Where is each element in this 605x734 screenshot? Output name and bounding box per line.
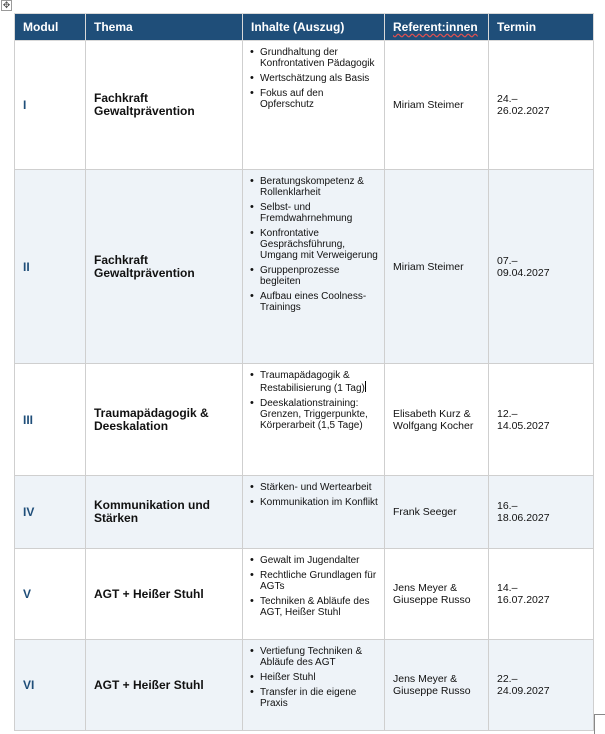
thema-line: Fachkraft	[94, 91, 149, 105]
modul-cell[interactable]: VI	[15, 640, 86, 731]
inhalte-cell[interactable]	[243, 476, 385, 549]
table-row	[15, 41, 594, 170]
list-item: • Heißer Stuhl	[249, 672, 380, 683]
referent-cell[interactable]: Jens Meyer & Giuseppe Russo	[385, 549, 489, 640]
list-item: • Rechtliche Grundlagen für AGTs	[249, 570, 380, 592]
referent-cell[interactable]: Elisabeth Kurz & Wolfgang Kocher	[385, 364, 489, 476]
termin-cell[interactable]	[489, 476, 594, 549]
list-item: • Grundhaltung der Konfrontativen Pädagogik	[249, 47, 380, 69]
thema-cell[interactable]	[86, 364, 243, 476]
header-row	[15, 14, 594, 41]
header-modul: Modul	[15, 14, 86, 41]
table-row	[15, 364, 594, 476]
termin-cell[interactable]	[489, 549, 594, 640]
list-item: • Deeskalationstraining: Grenzen, Triggerpunkte, Körperarbeit (1,5 Tage)	[249, 398, 380, 431]
thema-line: Gewaltprävention	[94, 265, 195, 280]
referent-cell[interactable]: Jens Meyer & Giuseppe Russo	[385, 640, 489, 731]
table-row	[15, 640, 594, 731]
list-item: • Gruppenprozesse begleiten	[249, 265, 380, 287]
list-item: • Wertschätzung als Basis	[249, 73, 380, 84]
thema-line: Kommunikation und	[94, 498, 210, 512]
inhalte-list	[249, 176, 380, 313]
thema-line: Deeskalation	[94, 418, 169, 433]
termin-line: 09.04.2027	[497, 266, 550, 279]
termin-line: 24.–	[497, 93, 518, 105]
termin-line: 07.–	[497, 254, 518, 267]
inhalte-list	[249, 555, 380, 618]
header-thema: Thema	[86, 14, 243, 41]
referent-cell[interactable]: Frank Seeger	[385, 476, 489, 549]
list-item	[249, 370, 380, 394]
inhalte-list	[249, 646, 380, 709]
thema-line: Gewaltprävention	[94, 104, 195, 118]
table-move-handle-icon[interactable]: ✥	[2, 0, 11, 10]
thema-cell[interactable]	[86, 170, 243, 364]
inhalte-cell[interactable]	[243, 170, 385, 364]
thema-line: AGT + Heißer Stuhl	[94, 586, 204, 601]
list-item: • Kommunikation im Konflikt	[249, 497, 380, 508]
list-item: • Transfer in die eigene Praxis	[249, 687, 380, 709]
thema-line: Traumapädagogik &	[94, 405, 209, 420]
text-cursor	[365, 381, 366, 392]
modul-cell[interactable]: IV	[15, 476, 86, 549]
module-table	[14, 13, 594, 731]
thema-line: Stärken	[94, 511, 139, 525]
termin-cell[interactable]	[489, 364, 594, 476]
list-item: • Vertiefung Techniken & Abläufe des AGT	[249, 646, 380, 668]
page-corner-mark	[594, 714, 605, 734]
modul-cell[interactable]: II	[15, 170, 86, 364]
termin-line: 14.05.2027	[497, 419, 550, 432]
list-item-text: Traumapädagogik & Restabilisierung (1 Tag)	[260, 370, 365, 394]
modul-cell[interactable]: I	[15, 41, 86, 170]
termin-line: 12.–	[497, 407, 518, 420]
modul-cell[interactable]: V	[15, 549, 86, 640]
termin-line: 24.09.2027	[497, 685, 550, 697]
termin-cell[interactable]	[489, 41, 594, 170]
thema-cell[interactable]	[86, 549, 243, 640]
list-item: • Stärken- und Wertearbeit	[249, 482, 380, 493]
list-item: • Fokus auf den Opferschutz	[249, 88, 380, 110]
list-item: • Selbst- und Fremdwahrnehmung	[249, 202, 380, 224]
inhalte-list	[249, 47, 380, 110]
inhalte-list	[249, 370, 380, 431]
thema-line: AGT + Heißer Stuhl	[94, 677, 204, 692]
termin-line: 22.–	[497, 673, 518, 685]
thema-cell[interactable]	[86, 640, 243, 731]
table-row	[15, 549, 594, 640]
termin-line: 26.02.2027	[497, 105, 550, 117]
header-referenten: Referent:innen	[385, 14, 489, 41]
thema-cell[interactable]	[86, 476, 243, 549]
header-termin: Termin	[489, 14, 594, 41]
list-item: • Beratungskompetenz & Rollenklarheit	[249, 176, 380, 198]
termin-cell[interactable]	[489, 170, 594, 364]
termin-line: 16.07.2027	[497, 594, 550, 606]
referent-cell[interactable]: Miriam Steimer	[385, 170, 489, 364]
termin-line: 14.–	[497, 582, 518, 594]
header-inhalte: Inhalte (Auszug)	[243, 14, 385, 41]
list-item: • Konfrontative Gesprächsführung, Umgang mit Verweigerung	[249, 228, 380, 261]
inhalte-cell[interactable]	[243, 364, 385, 476]
termin-line: 16.–	[497, 500, 518, 512]
inhalte-cell[interactable]	[243, 640, 385, 731]
inhalte-list	[249, 482, 380, 508]
termin-line: 18.06.2027	[497, 512, 550, 524]
list-item: • Aufbau eines Coolness-Trainings	[249, 291, 380, 313]
inhalte-cell[interactable]	[243, 549, 385, 640]
list-item: • Techniken & Abläufe des AGT, Heißer Stuhl	[249, 596, 380, 618]
table-row	[15, 170, 594, 364]
termin-cell[interactable]	[489, 640, 594, 731]
table-row	[15, 476, 594, 549]
list-item: • Gewalt im Jugendalter	[249, 555, 380, 566]
thema-line: Fachkraft	[94, 252, 149, 267]
inhalte-cell[interactable]	[243, 41, 385, 170]
thema-cell[interactable]	[86, 41, 243, 170]
modul-cell[interactable]: III	[15, 364, 86, 476]
referent-cell[interactable]: Miriam Steimer	[385, 41, 489, 170]
